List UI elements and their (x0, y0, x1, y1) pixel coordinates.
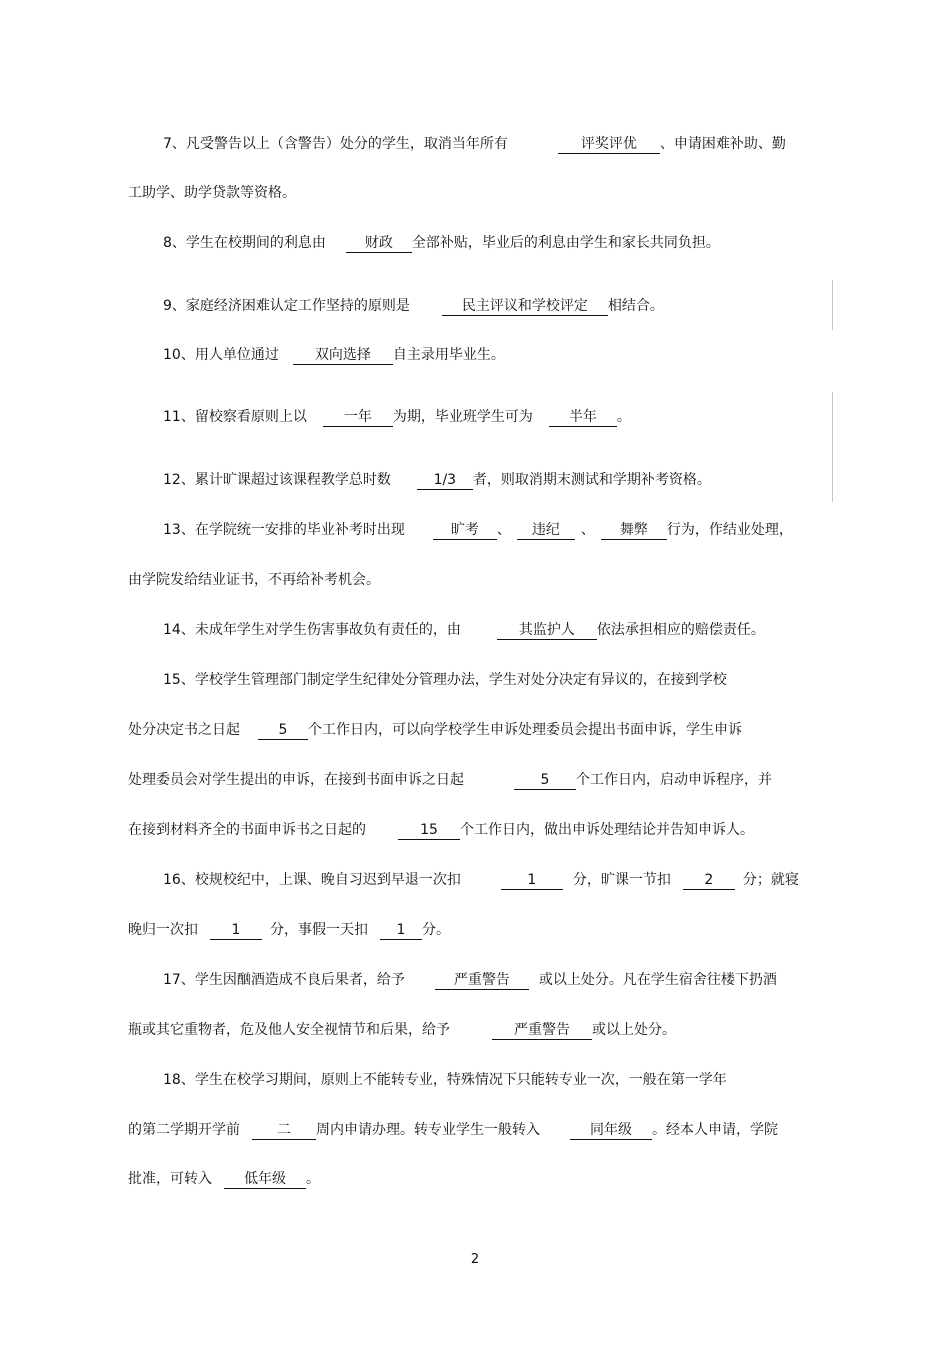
answer-blank: 1 (210, 921, 262, 940)
answer-blank: 一年 (323, 408, 393, 427)
answer-blank: 违纪 (517, 521, 575, 540)
question-13-continued: 由学院发给结业证书，不再给补考机会。 (128, 572, 380, 588)
question-15-line-3: 处理委员会对学生提出的申诉，在接到书面申诉之日起 5 个工作日内，启动申诉程序，并 (128, 772, 772, 788)
answer-blank: 严重警告 (492, 1021, 592, 1040)
answer-blank: 严重警告 (435, 971, 529, 990)
answer-blank: 1 (501, 871, 563, 890)
question-11: 11、留校察看原则上以 一年 为期，毕业班学生可为 半年 。 (163, 409, 631, 425)
answer-blank: 15 (398, 821, 460, 840)
answer-blank: 5 (258, 721, 308, 740)
question-9: 9、家庭经济困难认定工作坚持的原则是 民主评议和学校评定 相结合。 (163, 298, 664, 314)
answer-blank: 双向选择 (293, 346, 393, 365)
answer-blank: 2 (683, 871, 735, 890)
question-10: 10、用人单位通过 双向选择 自主录用毕业生。 (163, 347, 505, 363)
question-18-line-2: 的第二学期开学前 二 周内申请办理。转专业学生一般转入 同年级 。经本人申请，学院 (128, 1122, 778, 1138)
answer-blank: 旷考 (433, 521, 497, 540)
answer-blank: 1/3 (417, 471, 473, 490)
question-14: 14、未成年学生对学生伤害事故负有责任的，由 其监护人 依法承担相应的赔偿责任。 (163, 622, 765, 638)
answer-blank: 二 (252, 1121, 316, 1140)
question-7-continued: 工助学、助学贷款等资格。 (128, 185, 296, 201)
margin-mark (832, 280, 833, 330)
question-16-line-2: 晚归一次扣 1 分，事假一天扣 1 分。 (128, 922, 450, 938)
answer-blank: 5 (514, 771, 576, 790)
question-18-line-3: 批准，可转入 低年级 。 (128, 1171, 320, 1187)
answer-blank: 舞弊 (601, 521, 667, 540)
answer-blank: 1 (380, 921, 422, 940)
answer-blank: 半年 (549, 408, 617, 427)
question-16: 16、校规校纪中，上课、晚自习迟到早退一次扣 1 分，旷课一节扣 2 分；就寝 (163, 872, 799, 888)
question-15-line-2: 处分决定书之日起 5 个工作日内，可以向学校学生申诉处理委员会提出书面申诉，学生申诉 (128, 722, 742, 738)
question-15-line-4: 在接到材料齐全的书面申诉书之日起的 15 个工作日内，做出申诉处理结论并告知申诉人。 (128, 822, 754, 838)
margin-mark (832, 392, 833, 502)
answer-blank: 低年级 (224, 1170, 306, 1189)
answer-blank: 民主评议和学校评定 (442, 297, 608, 316)
page-number: 2 (470, 1252, 480, 1267)
question-8: 8、学生在校期间的利息由 财政 全部补贴，毕业后的利息由学生和家长共同负担。 (163, 235, 720, 251)
question-17-line-2: 瓶或其它重物者，危及他人安全视情节和后果，给予 严重警告 或以上处分。 (128, 1022, 676, 1038)
question-18: 18、学生在校学习期间，原则上不能转专业，特殊情况下只能转专业一次，一般在第一学年 (163, 1072, 727, 1088)
question-13: 13、在学院统一安排的毕业补考时出现 旷考 、 违纪 、 舞弊 行为，作结业处理， (163, 522, 793, 538)
answer-blank: 财政 (346, 234, 412, 253)
answer-blank: 其监护人 (497, 621, 597, 640)
question-15: 15、学校学生管理部门制定学生纪律处分管理办法，学生对处分决定有异议的，在接到学校 (163, 672, 727, 688)
answer-blank: 评奖评优 (558, 135, 660, 154)
answer-blank: 同年级 (570, 1121, 652, 1140)
question-7: 7、凡受警告以上（含警告）处分的学生，取消当年所有 评奖评优 、申请困难补助、勤 (163, 136, 786, 152)
question-17: 17、学生因酗酒造成不良后果者，给予 严重警告 或以上处分。凡在学生宿舍往楼下扔酒 (163, 972, 777, 988)
question-12: 12、累计旷课超过该课程教学总时数 1/3 者，则取消期末测试和学期补考资格。 (163, 472, 711, 488)
